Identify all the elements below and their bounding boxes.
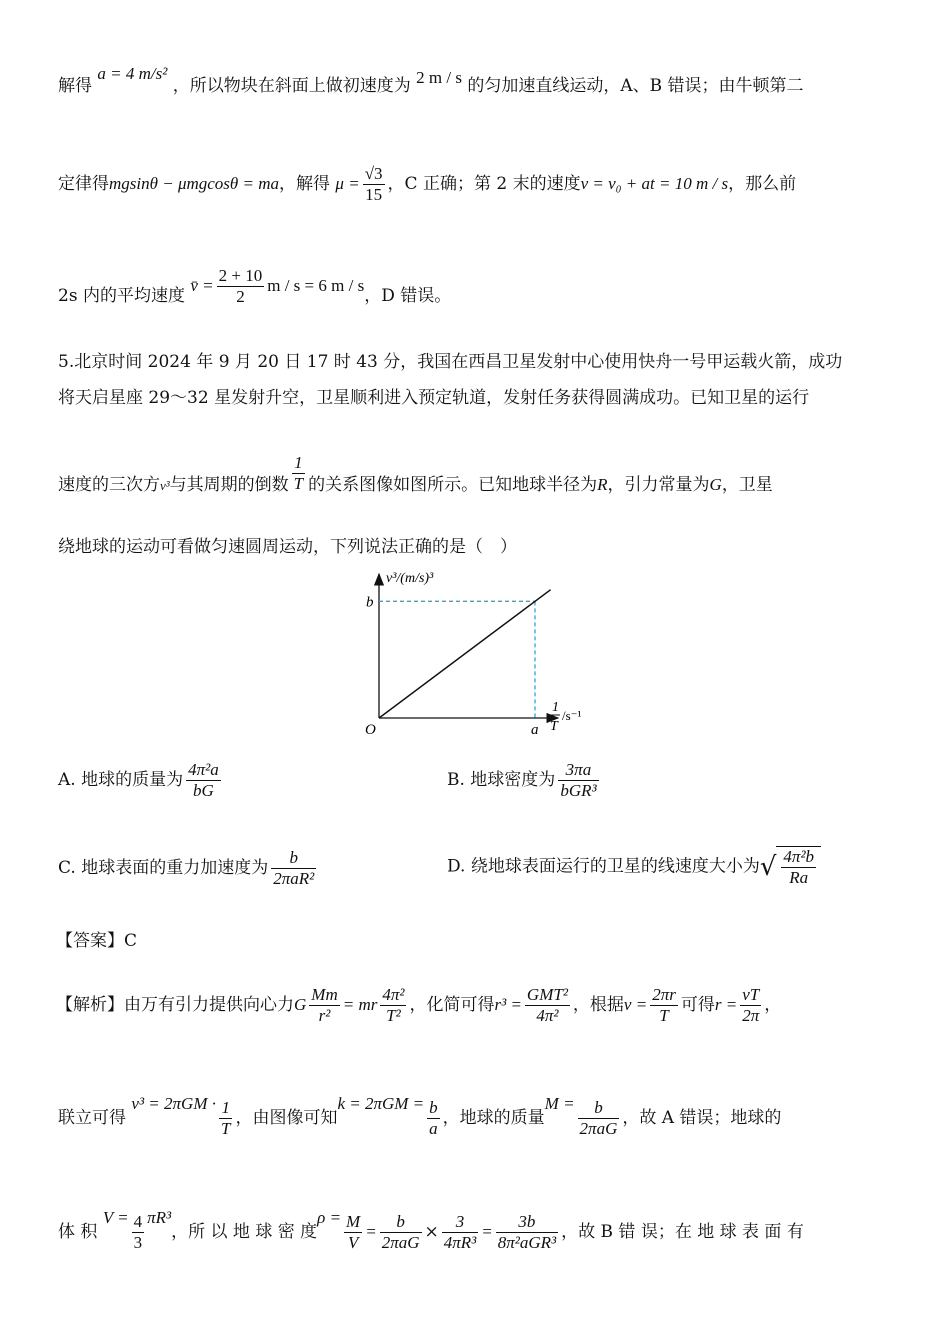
text: ，所以物块在斜面上做初速度为: [172, 76, 411, 96]
formula: v³ = 2πGM ·: [131, 1094, 216, 1113]
v3-vs-inverse-period-chart: [350, 568, 610, 748]
fraction-3-4pir3: $\frac{3}{\text{4πR³}}$: [443, 1212, 477, 1252]
formula-avg-result: m / s = 6 m / s: [267, 276, 365, 295]
symbol-G: G: [709, 475, 722, 494]
analysis-line-3: [58, 1208, 804, 1253]
formula: M =: [544, 1094, 575, 1113]
fraction-mm-r2: $\frac{Mm}{\text{r²}}$: [311, 985, 338, 1025]
formula: ρ =: [317, 1208, 342, 1227]
sqrt-symbol: √: [759, 852, 777, 882]
text: 的关系图像如图所示。已知地球半径为: [308, 475, 598, 495]
text: 2s 内的平均速度: [58, 286, 185, 306]
text: ，: [764, 995, 782, 1015]
formula: r³ =: [494, 995, 522, 1014]
fraction-b-2piag: $\frac{b}{\text{2πaG}}$: [381, 1212, 420, 1252]
analysis-line-2: [58, 1094, 782, 1139]
x-axis-label-den: T: [550, 719, 558, 734]
fraction-m-v: $\frac{M}{V}$: [346, 1212, 361, 1252]
fraction-vt-2pi: $\frac{vT}{2\pi}$: [742, 985, 760, 1025]
x-tick-label: a: [531, 722, 539, 738]
text: ，地球的质量: [442, 1108, 545, 1128]
question-5-line-1: 5.北京时间 2024 年 9 月 20 日 17 时 43 分，我国在西昌卫星发射中心使用快舟一号甲运载火箭，成功: [58, 352, 843, 372]
formula: k = 2πGM =: [337, 1094, 425, 1113]
text: ，那么前: [728, 174, 797, 194]
text: 【解析】由万有引力提供向心力: [56, 995, 294, 1015]
formula-v0: 2 m / s: [416, 68, 462, 87]
formula-v3: v³: [160, 478, 170, 493]
formula-mu-lhs: μ =: [335, 174, 360, 193]
fraction-2pir-t: $\frac{2\pi r}{T}$: [652, 985, 676, 1025]
question-5-line-3: [58, 453, 773, 506]
origin-label: O: [365, 722, 376, 738]
text: 可得: [680, 995, 715, 1015]
question-5-line-2: 将天启星座 29～32 星发射升空，卫星顺利进入预定轨道，发射任务获得圆满成功。已知卫星的运行: [58, 388, 810, 408]
fraction-avg: $\frac{2 + 10}{2}$: [218, 266, 263, 306]
fraction-4-3: $\frac{4}{3}$: [133, 1212, 143, 1252]
text: 解得: [58, 76, 92, 96]
option-b-fraction: $\frac{3\pi a}{\text{bGR³}}$: [560, 760, 597, 800]
symbol-G: G: [294, 995, 307, 1014]
fraction-mu: $\frac{√3}{15}$: [364, 164, 383, 204]
text: ，化简可得: [409, 995, 495, 1015]
text: 的匀加速直线运动，A、B 错误；由牛顿第二: [467, 76, 804, 96]
text: ，所 以 地 球 密 度: [171, 1222, 318, 1242]
text: ，根据: [572, 995, 624, 1015]
text: ，解得: [279, 174, 331, 194]
formula: r =: [714, 995, 738, 1014]
formula-accel: a = 4 m/s²: [97, 64, 168, 83]
fraction-1-over-t: $\frac{1}{T}$: [293, 453, 304, 493]
option-c-label: C. 地球表面的重力加速度为: [58, 858, 269, 878]
text: ，故 B 错 误；在 地 球 表 面 有: [561, 1222, 804, 1242]
equals: =: [365, 1222, 377, 1241]
y-tick-label: b: [366, 594, 374, 611]
fraction-1-t: $\frac{1}{T}$: [220, 1098, 231, 1138]
text: ，由图像可知: [235, 1108, 338, 1128]
text: 定律得: [58, 174, 109, 194]
text: ，故 A 错误；地球的: [622, 1108, 782, 1128]
analysis-line-1: [56, 985, 781, 1026]
fraction-b-2piag: $\frac{b}{\text{2πaG}}$: [579, 1098, 618, 1138]
text: ，D 错误。: [364, 286, 452, 306]
fraction-gmt2: $\frac{\text{GMT²}}{\text{4π²}}$: [526, 985, 568, 1025]
option-b[interactable]: [447, 760, 602, 801]
formula: πR³: [147, 1208, 172, 1227]
times: ×: [424, 1222, 439, 1242]
option-c[interactable]: [58, 848, 319, 889]
formula: V =: [102, 1208, 129, 1227]
equals: =: [481, 1222, 493, 1241]
option-b-label: B. 地球密度为: [447, 770, 556, 790]
solution-line-1: [58, 64, 804, 97]
text: ，引力常量为: [607, 475, 710, 495]
text: 联立可得: [58, 1108, 126, 1128]
formula-velocity: v = v₀ + at = 10 m / s: [580, 174, 729, 193]
formula-newton: mgsinθ − μmgcosθ = ma: [109, 174, 280, 193]
text: 速度的三次方: [58, 475, 160, 495]
option-a-label: A. 地球的质量为: [58, 770, 184, 790]
text: 体 积: [58, 1222, 98, 1242]
option-d[interactable]: [447, 846, 821, 888]
sqrt-radicand: [776, 846, 821, 888]
formula: v =: [623, 995, 648, 1014]
solution-line-3: [58, 266, 452, 317]
formula-vbar: v̄ =: [190, 276, 214, 295]
option-a[interactable]: [58, 760, 224, 801]
text: 与其周期的倒数: [169, 475, 289, 495]
text: ，卫星: [721, 475, 773, 495]
formula: = mr: [342, 995, 378, 1014]
answer: 【答案】C: [56, 931, 138, 951]
fraction-3b-8pi2agr3: $\frac{3b}{\text{8π²aGR³}}$: [497, 1212, 557, 1252]
solution-line-2: [58, 164, 796, 205]
fraction-b-a: $\frac{b}{a}$: [429, 1098, 438, 1138]
x-axis-label-num: 1: [552, 700, 559, 715]
option-c-fraction: $\frac{b}{\text{2πaR²}}$: [273, 848, 315, 888]
symbol-R: R: [597, 475, 608, 494]
text: ，C 正确；第 2 末的速度: [387, 174, 581, 194]
series-line-0: [379, 590, 551, 718]
option-d-fraction: $\frac{\text{4π²b}}{Ra}$: [783, 847, 815, 887]
option-d-label: D. 绕地球表面运行的卫星的线速度大小为: [447, 856, 760, 877]
question-5-line-4: 绕地球的运动可看做匀速圆周运动，下列说法正确的是（ ）: [58, 537, 517, 557]
fraction-4pi2-t2: $\frac{\text{4π²}}{\text{T²}}$: [382, 985, 405, 1025]
option-a-fraction: $\frac{\text{4π²a}}{bG}$: [188, 760, 219, 800]
x-axis-label-unit: /s⁻¹: [562, 708, 582, 723]
y-axis-label: v³/(m/s)³: [386, 571, 434, 586]
